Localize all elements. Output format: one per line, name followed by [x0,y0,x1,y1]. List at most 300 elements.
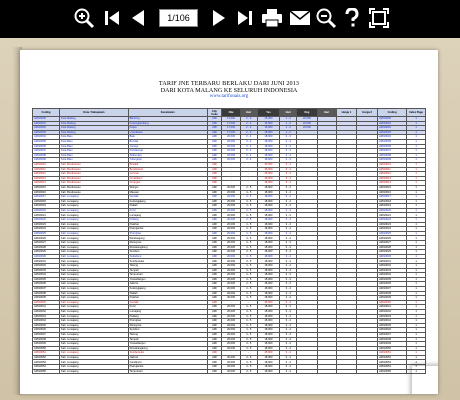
table-cell: 1 [407,236,426,241]
table-cell: Kab. Lumajang [60,282,129,287]
table-cell: - [240,172,257,177]
table-cell: Padang [128,314,207,319]
table-cell: 4 - 5 [240,231,257,236]
table-cell: 3 - 4 [280,231,297,236]
table-cell: AMI [207,305,222,310]
table-cell: 18,000 [257,236,280,241]
table-cell: 18,000 [257,369,280,374]
table-cell: 20,000 [222,277,241,282]
table-cell: AMI [207,149,222,154]
table-cell: AMI [207,162,222,167]
table-cell: Pasrujambe [128,365,207,370]
table-cell: 18,000 [257,185,280,190]
table-cell: 22,000 [297,117,318,122]
table-cell: Kab. Lumajang [60,277,129,282]
table-cell: Kab. Lumajang [60,208,129,213]
help-icon[interactable] [342,5,362,31]
table-cell: Grujugan [128,181,207,186]
table-cell: 1 [407,268,426,273]
table-cell: Sukodono [128,254,207,259]
next-page-icon[interactable] [208,5,230,31]
table-cell: AMI [207,218,222,223]
table-cell: AMI [207,355,222,360]
table-cell: 1 [407,130,426,135]
table-cell: 4 - 5 [240,342,257,347]
table-cell: 17,000 [222,121,241,126]
table-cell: 3 - 4 [280,213,297,218]
table-cell: Senduro [128,328,207,333]
table-cell: 20,000 [222,305,241,310]
table-cell: Kota Malang [60,130,129,135]
table-cell: 3 - 4 [280,277,297,282]
table-cell: 18,000 [257,158,280,163]
table-cell: 20,000 [222,365,241,370]
table-cell: 3 - 4 [280,346,297,351]
table-cell: AMI [207,351,222,356]
table-cell: Kab. Lumajang [60,369,129,374]
table-cell: Kab. Lumajang [60,309,129,314]
search-icon[interactable] [314,5,338,31]
table-cell: 20,000 [222,319,241,324]
table-cell: Candipuro [128,360,207,365]
column-header: Coding [378,109,407,117]
table-cell: Kab. Lumajang [60,195,129,200]
table-cell: 4 - 5 [240,328,257,333]
viewer-toolbar [0,0,460,38]
table-cell: AMI [207,332,222,337]
table-cell: AMI10051 [33,351,60,356]
column-header: Hari [280,109,297,117]
table-cell: 1 [407,204,426,209]
table-cell: Kab. Bondowoso [60,162,129,167]
table-cell: 18,000 [257,190,280,195]
table-cell: 2 - 3 [240,121,257,126]
table-cell: 4 - 5 [240,314,257,319]
table-cell: Kab. Lumajang [60,337,129,342]
table-cell: Kab. Lumajang [60,222,129,227]
table-cell: - [222,181,241,186]
table-cell: 4 - 5 [240,208,257,213]
table-cell: Tulungrejo [128,158,207,163]
table-cell: 4 - 5 [240,264,257,269]
table-cell: 18,000 [257,305,280,310]
table-cell: Sidomulyo [128,153,207,158]
table-cell: 4 - 5 [240,277,257,282]
table-cell: 1 [407,351,426,356]
table-cell: AMI10044 [378,319,407,324]
table-cell: AMI [207,264,222,269]
table-cell: 18,000 [257,204,280,209]
column-header: Oke [222,109,241,117]
page-curl[interactable] [412,366,438,394]
table-cell: AMI10044 [33,319,60,324]
column-header: Index Page [407,109,426,117]
table-cell: AMI10045 [378,323,407,328]
page-indicator[interactable]: 1/106 [159,9,198,27]
table-cell: AMI10016 [378,190,407,195]
table-cell: 1 [407,323,426,328]
table-cell: Kab. Lumajang [60,273,129,278]
table-cell: - [222,176,241,181]
table-cell: AMI10020 [378,208,407,213]
column-header: City Code [207,109,222,117]
table-cell: AMI10053 [378,360,407,365]
table-cell: 45,000 [257,351,280,356]
table-cell: Curahdami [128,176,207,181]
table-cell: AMI10050 [33,346,60,351]
table-cell: Kab. Lumajang [60,213,129,218]
table-cell: AMI [207,337,222,342]
table-cell: 45,000 [257,162,280,167]
table-cell: AMI [207,346,222,351]
table-cell: Pasrujambe [128,227,207,232]
table-cell: AMI10049 [33,342,60,347]
table-cell: 4 - 5 [240,245,257,250]
table-cell: 2 - 3 [280,153,297,158]
table-cell: 18,000 [257,282,280,287]
table-cell: 3 - 4 [280,337,297,342]
table-cell: AMI10017 [33,195,60,200]
table-cell: 18,000 [257,342,280,347]
document-website[interactable]: www.tarifonais.org [209,94,249,99]
table-cell: 1 [407,139,426,144]
table-cell: 45,000 [257,172,280,177]
table-cell: Klojen [128,126,207,131]
table-cell: 2 - 3 [280,135,297,140]
table-cell: Binakal [128,162,207,167]
table-cell: 45,000 [257,167,280,172]
table-cell: AMI10030 [33,254,60,259]
table-cell: 3 - 4 [240,139,257,144]
table-cell: AMI10034 [378,273,407,278]
table-cell: AMI10050 [378,346,407,351]
table-cell: 3 - 4 [280,199,297,204]
table-cell: 18,000 [257,291,280,296]
table-cell: 3 - 4 [280,195,297,200]
table-cell: 18,000 [257,218,280,223]
table-cell: AMI10035 [33,277,60,282]
table-cell: 1 [407,199,426,204]
table-cell: 20,000 [222,190,241,195]
table-cell: 18,000 [257,332,280,337]
table-cell: 1 [407,176,426,181]
table-cell: Kota Malang [60,126,129,131]
table-cell: AMI10042 [33,309,60,314]
table-cell: 3 - 4 [280,162,297,167]
table-cell: AMI10009 [378,158,407,163]
table-cell: 3 - 4 [280,222,297,227]
table-cell: 3 - 4 [280,291,297,296]
table-cell: Kab. Lumajang [60,296,129,301]
table-cell: 18,000 [257,328,280,333]
table-cell: 4 - 5 [240,296,257,301]
table-cell: AMI10039 [378,296,407,301]
table-cell: 18,000 [257,135,280,140]
table-cell: 3 - 4 [280,254,297,259]
table-cell: Randuagung [128,236,207,241]
table-cell: 4 - 5 [240,204,257,209]
table-cell: Kab. Lumajang [60,346,129,351]
table-cell: AMI10035 [378,277,407,282]
table-cell: 1 [407,332,426,337]
print-icon[interactable] [260,5,284,31]
table-cell: 3 - 4 [280,305,297,310]
table-cell: AMI10019 [33,204,60,209]
table-cell: 1 [407,144,426,149]
email-icon[interactable] [288,5,312,31]
table-cell: Kab. Lumajang [60,218,129,223]
table-cell: 1 - 2 [280,126,297,131]
table-cell: 3 - 4 [280,227,297,232]
table-cell: Kedungjajang [128,286,207,291]
table-cell: AMI10036 [378,282,407,287]
table-cell: 3 - 4 [240,149,257,154]
table-cell: AMI10018 [33,199,60,204]
table-cell: 1 [407,346,426,351]
table-cell: AMI10007 [33,149,60,154]
table-cell: AMI10024 [378,227,407,232]
table-cell: 1 [407,135,426,140]
table-cell: Lumajang [128,309,207,314]
table-cell: Pandanrejo [128,149,207,154]
table-cell: Kab. Lumajang [60,254,129,259]
table-cell: AMI [207,241,222,246]
table-cell: 3 - 4 [280,369,297,374]
table-cell: 18,000 [257,227,280,232]
table-cell: AMI [207,213,222,218]
document-page[interactable] [20,50,438,394]
table-cell: AMI [207,309,222,314]
table-cell: 1 [407,149,426,154]
table-cell: AMI [207,126,222,131]
table-cell: AMI10002 [33,126,60,131]
table-cell: AMI [207,328,222,333]
table-cell: - [240,181,257,186]
table-cell: - [240,176,257,181]
table-cell: Kab. Lumajang [60,332,129,337]
table-cell: Kedungkandang [128,121,207,126]
table-cell: 4 - 5 [240,332,257,337]
table-cell: AMI10032 [378,264,407,269]
table-row [33,369,426,374]
table-cell: 1 [407,190,426,195]
first-page-icon[interactable] [101,5,123,31]
table-cell: 4 - 5 [240,360,257,365]
table-cell: AMI10027 [378,241,407,246]
table-cell: 4 - 5 [240,185,257,190]
table-cell: 20,000 [222,245,241,250]
table-cell: Kab. Lumajang [60,250,129,255]
table-cell: AMI10023 [378,222,407,227]
table-cell: AMI [207,254,222,259]
table-cell: Kab. Lumajang [60,360,129,365]
table-cell: 18,000 [257,273,280,278]
table-cell: - [240,162,257,167]
table-cell: AMI10040 [378,300,407,305]
table-cell: Kab. Lumajang [60,355,129,360]
table-cell: 20,000 [222,135,241,140]
table-cell: Lowokwaru [128,130,207,135]
table-cell: Rowokangkung [128,346,207,351]
table-cell: Kab. Lumajang [60,314,129,319]
table-cell: 1 [407,360,426,365]
table-cell: 1 [407,231,426,236]
column-header: Reg [297,109,318,117]
table-cell: 20,000 [222,241,241,246]
table-cell: 3 - 4 [280,268,297,273]
table-cell: AMI10019 [378,204,407,209]
table-cell: - [222,162,241,167]
table-cell: Tempeh [128,268,207,273]
table-cell: 1 [407,158,426,163]
column-header: Coding [33,109,60,117]
table-cell: AMI10053 [33,360,60,365]
table-cell: 4 - 5 [240,199,257,204]
table-cell: AMI10037 [378,286,407,291]
table-cell: - [222,351,241,356]
table-cell: Kab. Bondowoso [60,167,129,172]
table-cell: AMI [207,208,222,213]
zoom-in-icon[interactable] [71,5,97,31]
table-cell: Lumajang [128,213,207,218]
table-cell: 4 - 5 [240,309,257,314]
table-cell: 1 [407,213,426,218]
table-cell: 2 - 3 [280,139,297,144]
table-cell: AMI [207,204,222,209]
table-cell: 20,000 [222,227,241,232]
table-cell: 1 [407,250,426,255]
table-cell: Kunir [128,208,207,213]
table-cell: 2 - 3 [240,130,257,135]
table-cell: 4 - 5 [240,213,257,218]
table-cell: 20,000 [222,204,241,209]
table-cell: Kab. Lumajang [60,236,129,241]
table-cell: 1 [407,227,426,232]
table-cell: Kota Batu [60,144,129,149]
last-page-icon[interactable] [234,5,256,31]
table-cell: AMI10055 [378,369,407,374]
table-cell: AMI10028 [33,245,60,250]
table-cell: 4 - 5 [240,195,257,200]
table-cell: Yosowilangun [128,277,207,282]
table-cell: AMI [207,300,222,305]
table-cell: 15,000 [257,121,280,126]
column-header: Harga 2 [357,109,378,117]
table-header-row [33,109,426,117]
table-cell: 1 [407,254,426,259]
table-cell: 20,000 [222,369,241,374]
table-cell: 1 [407,309,426,314]
table-cell: AMI10027 [33,241,60,246]
table-cell: 1 [407,167,426,172]
table-cell: AMI [207,117,222,122]
table-cell: 3 - 4 [280,273,297,278]
table-cell: 20,000 [222,286,241,291]
table-cell: 4 - 5 [240,222,257,227]
table-cell: 20,000 [222,144,241,149]
table-cell: Pasirian [128,296,207,301]
table-cell: AMI [207,369,222,374]
table-cell: AMI [207,268,222,273]
table-cell: AMI [207,199,222,204]
table-cell: 3 - 4 [280,204,297,209]
table-cell: Kota Batu [60,135,129,140]
table-cell: Kab. Lumajang [60,227,129,232]
table-cell: Sumbersuko [128,259,207,264]
table-cell: Sumbersuko [128,351,207,356]
fullscreen-icon[interactable] [367,5,391,31]
table-cell: Kota Batu [60,139,129,144]
table-cell: 18,000 [257,365,280,370]
table-cell: 4 - 5 [240,227,257,232]
table-cell: AMI10016 [33,190,60,195]
table-cell: Kota Batu [60,153,129,158]
table-cell: AMI10040 [33,300,60,305]
table-cell: AMI10010 [33,162,60,167]
table-cell: AMI [207,360,222,365]
table-cell: 4 - 5 [240,190,257,195]
table-cell: AMI [207,231,222,236]
table-cell: AMI [207,130,222,135]
table-cell: Kab. Lumajang [60,245,129,250]
table-cell: AMI10001 [378,121,407,126]
table-cell: 1 [407,208,426,213]
column-header: Kecamatan [128,109,207,117]
table-cell: AMI [207,273,222,278]
table-cell: 1 [407,185,426,190]
table-cell: 1 [407,222,426,227]
table-cell: 3 - 4 [280,309,297,314]
table-cell: 1 [407,273,426,278]
table-cell: 1 [407,305,426,310]
table-cell: Kab. Lumajang [60,286,129,291]
table-cell: AMI [207,296,222,301]
previous-page-icon[interactable] [127,5,149,31]
table-cell: 1 [407,277,426,282]
table-cell: 20,000 [222,264,241,269]
table-cell: 1 [407,365,426,370]
table-cell: 18,000 [257,296,280,301]
table-cell: 3 - 4 [280,282,297,287]
table-cell: AMI10014 [33,181,60,186]
table-cell: - [222,300,241,305]
table-cell: 20,000 [222,282,241,287]
table-cell: 1 [407,264,426,269]
table-cell: Kab. Lumajang [60,264,129,269]
table-cell: AMI10031 [33,259,60,264]
table-cell: Ranuyoso [128,241,207,246]
table-cell: - [240,300,257,305]
table-cell: 18,000 [257,314,280,319]
table-cell: 1 [407,245,426,250]
table-cell: Gucialit [128,195,207,200]
table-cell: AMI [207,144,222,149]
table-cell: 1 [407,296,426,301]
table-cell: AMI [207,282,222,287]
table-cell: 20,000 [222,218,241,223]
table-cell: 1 [407,314,426,319]
table-cell: AMI10038 [378,291,407,296]
table-cell: AMI10054 [378,365,407,370]
table-cell: 1 [407,286,426,291]
table-cell: AMI10046 [33,328,60,333]
table-cell: AMI10002 [378,126,407,131]
table-cell: AMI10026 [378,236,407,241]
table-cell: 20,000 [222,337,241,342]
table-cell: 20,000 [222,332,241,337]
table-cell: 18,000 [257,139,280,144]
table-cell: 20,000 [222,158,241,163]
